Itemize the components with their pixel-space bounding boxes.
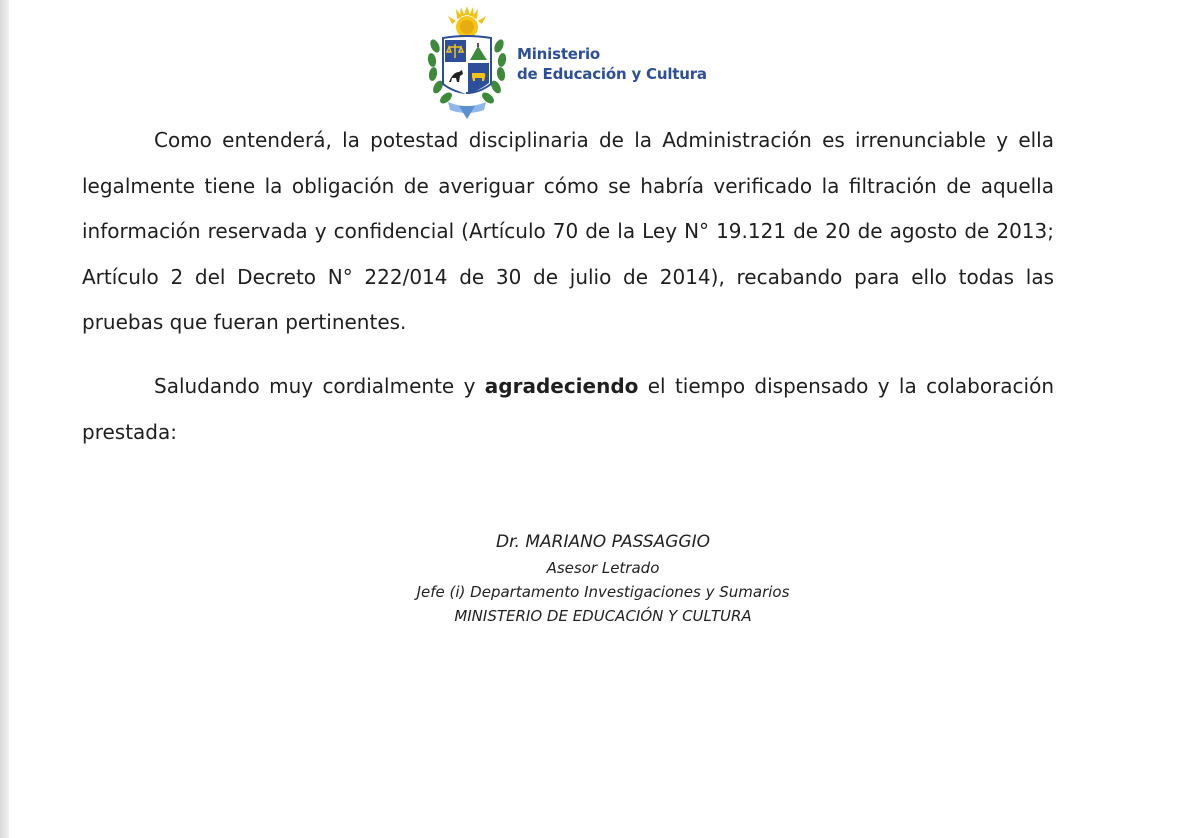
signatory-department: Jefe (i) Departamento Investigaciones y Sumarios — [416, 583, 790, 601]
paragraph-2-bold-word: agradeciendo — [484, 374, 639, 398]
document-header — [426, 6, 746, 120]
paragraph-2-end: el tiempo dispensado y la colaboración prestada: — [82, 374, 1054, 444]
signatory-institution: MINISTERIO DE EDUCACIÓN Y CULTURA — [454, 607, 752, 625]
signatory-name: Dr. MARIANO PASSAGGIO — [496, 532, 710, 552]
page-left-edge — [0, 0, 9, 838]
ministry-name-line1: Ministerio — [517, 45, 601, 63]
ministry-name — [517, 44, 707, 84]
signature-block — [300, 528, 906, 628]
body-paragraph-2 — [82, 364, 1054, 455]
body-paragraph-1: Como entenderá, la potestad disciplinaria de la Administración es irrenunciable y ella legalmente tiene la obligación de averiguar cómo se habría verificado la filtración de aquella información reservada y confidencial (Artículo 70 de la Ley N° 19.121 de 20 de agosto de 2013; Artículo 2 del Decreto N° 222/014 de 30 de julio de 2014), recabando para ello todas las pruebas que fueran pertinentes. — [82, 128, 1054, 334]
ministry-name-line2: de Educación y Cultura — [517, 65, 707, 83]
paragraph-2-start: Saludando muy cordialmente y — [154, 374, 485, 398]
coat-of-arms-icon — [426, 6, 508, 120]
signatory-role: Asesor Letrado — [546, 559, 660, 577]
